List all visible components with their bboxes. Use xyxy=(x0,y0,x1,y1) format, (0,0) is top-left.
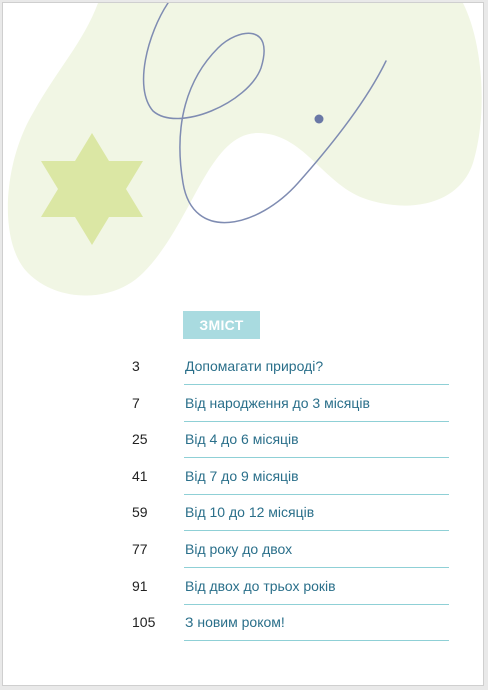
decorative-illustration xyxy=(3,3,484,303)
toc-entry[interactable] xyxy=(3,387,484,424)
toc-entry-title[interactable]: Від 4 до 6 місяців xyxy=(185,431,299,448)
toc-entry-title[interactable]: Допомагати природі? xyxy=(185,358,324,374)
dot-icon xyxy=(315,115,324,124)
toc-entry-title[interactable]: Від року до двох xyxy=(185,540,293,557)
toc-page-number: 7 xyxy=(132,394,140,411)
toc-entry-title[interactable]: Від 10 до 12 місяців xyxy=(185,504,315,521)
toc-entry-title[interactable]: Від народження до 3 місяців xyxy=(185,394,370,411)
toc-divider xyxy=(184,494,449,495)
book-page xyxy=(2,2,484,686)
toc-divider xyxy=(184,640,449,641)
toc-page-number: 91 xyxy=(132,577,148,594)
toc-entry[interactable] xyxy=(3,350,484,387)
toc-entry[interactable] xyxy=(3,570,484,607)
toc-page-number: 59 xyxy=(132,504,148,521)
toc-divider xyxy=(184,421,449,422)
toc-divider xyxy=(184,384,449,385)
toc-page-number: 25 xyxy=(132,431,148,448)
toc-divider xyxy=(184,604,449,605)
toc-page-number: 41 xyxy=(132,467,148,484)
toc-entry-title[interactable]: Від двох до трьох років xyxy=(185,577,336,594)
toc-divider xyxy=(184,457,449,458)
toc-page-number: 77 xyxy=(132,540,148,557)
toc-entry[interactable] xyxy=(3,496,484,533)
toc-page-number: 3 xyxy=(132,358,140,374)
toc-entry[interactable] xyxy=(3,606,484,643)
toc-entry-title[interactable]: Від 7 до 9 місяців xyxy=(185,467,299,484)
toc-entry-title[interactable]: З новим роком! xyxy=(185,614,285,631)
toc-entry[interactable] xyxy=(3,423,484,460)
toc-divider xyxy=(184,567,449,568)
toc-entry[interactable] xyxy=(3,533,484,570)
toc-divider xyxy=(184,530,449,531)
toc-page-number: 105 xyxy=(132,614,156,631)
background-blob xyxy=(8,3,482,296)
toc-heading: ЗМІСТ xyxy=(183,311,260,339)
toc-list xyxy=(3,350,484,643)
toc-entry[interactable] xyxy=(3,460,484,497)
